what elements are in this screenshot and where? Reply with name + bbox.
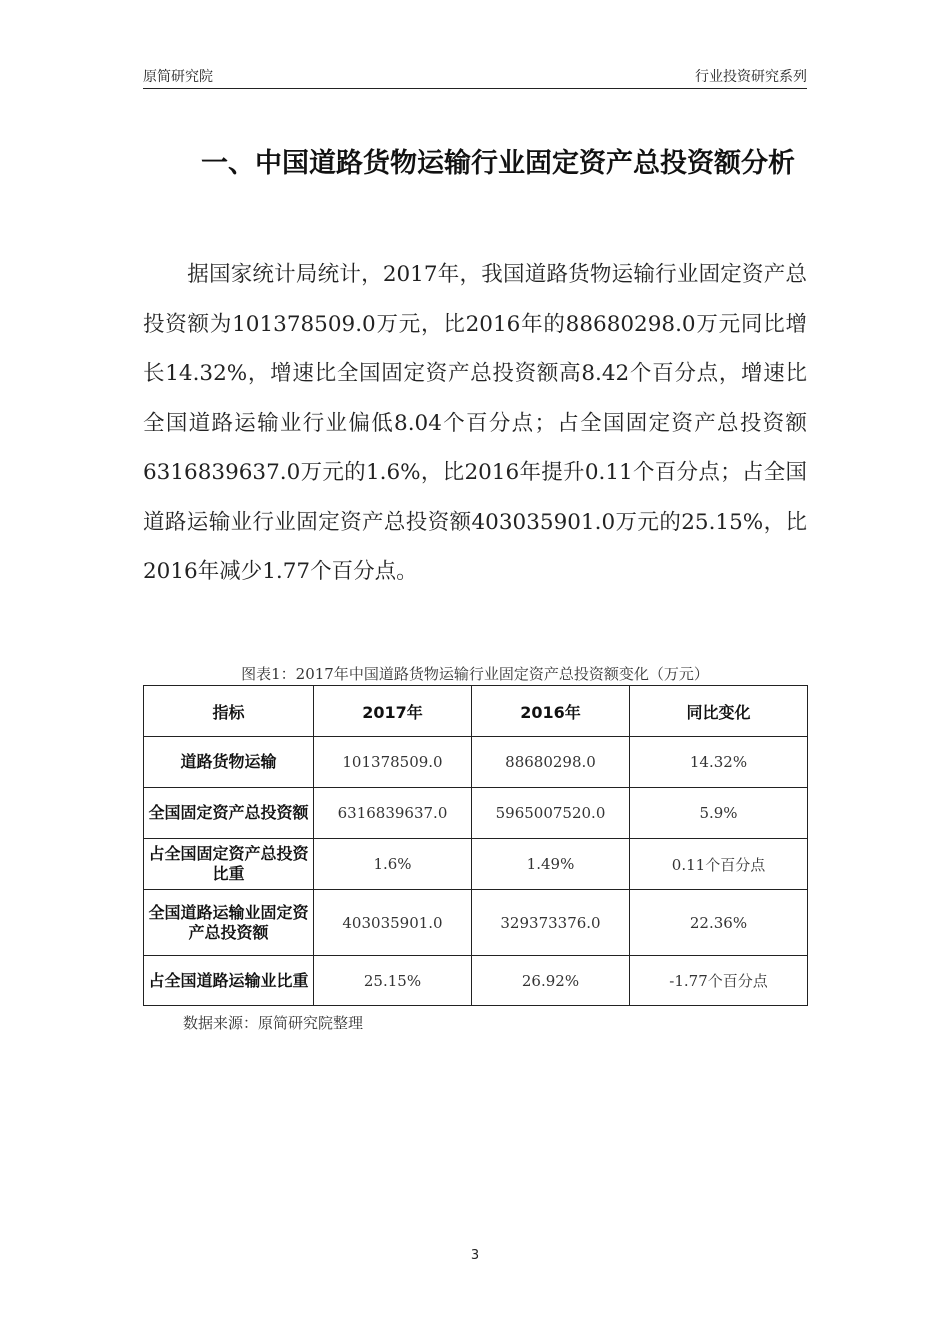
cell-yoy: 14.32% [630, 737, 808, 788]
cell-2017: 403035901.0 [314, 890, 472, 956]
table-row [144, 956, 808, 1006]
cell-yoy: 22.36% [630, 890, 808, 956]
page-number: 3 [470, 1248, 480, 1263]
data-source-note: 数据来源：原简研究院整理 [183, 1014, 364, 1032]
table-row [144, 839, 808, 890]
col-header-2017: 2017年 [314, 686, 472, 737]
header-org-name: 原简研究院 [143, 69, 213, 85]
cell-2016: 329373376.0 [472, 890, 630, 956]
body-paragraph [143, 250, 807, 597]
col-header-2016: 2016年 [472, 686, 630, 737]
cell-2017: 1.6% [314, 839, 472, 890]
row-label: 全国固定资产总投资额 [144, 788, 314, 839]
cell-2017: 25.15% [314, 956, 472, 1006]
table-row [144, 737, 808, 788]
col-header-yoy: 同比变化 [630, 686, 808, 737]
cell-yoy: 5.9% [630, 788, 808, 839]
header-series-name: 行业投资研究系列 [695, 69, 807, 85]
cell-2017: 101378509.0 [314, 737, 472, 788]
page-header [143, 66, 807, 88]
table-caption: 图表1：2017年中国道路货物运输行业固定资产总投资额变化（万元） [241, 665, 709, 683]
data-table [143, 685, 808, 1006]
section-title-text: 一、中国道路货物运输行业固定资产总投资额分析 [201, 148, 795, 179]
cell-2016: 26.92% [472, 956, 630, 1006]
cell-2016: 1.49% [472, 839, 630, 890]
table-row [144, 890, 808, 956]
row-label: 道路货物运输 [144, 737, 314, 788]
table-header-row [144, 686, 808, 737]
section-title [143, 138, 807, 190]
row-label: 占全国道路运输业比重 [144, 956, 314, 1006]
row-label: 占全国固定资产总投资比重 [144, 839, 314, 890]
cell-2016: 5965007520.0 [472, 788, 630, 839]
col-header-indicator: 指标 [144, 686, 314, 737]
cell-2017: 6316839637.0 [314, 788, 472, 839]
header-rule [143, 88, 807, 89]
cell-2016: 88680298.0 [472, 737, 630, 788]
body-paragraph-text: 据国家统计局统计，2017年，我国道路货物运输行业固定资产总投资额为101378509.0万元，比2016年的88680298.0万元同比增长14.32%，增速比全国固定资产总投资额高8.42个百分点，增速比全国道路运输业行业偏低8.04个百分点；占全国固定资产总投资额6316839637.0万元的1.6%，比2016年提升0.11个百分点；占全国道路运输业行业固定资产总投资额403035901.0万元的25.15%，比2016年减少1.77个百分点。 [143, 262, 807, 584]
cell-yoy: 0.11个百分点 [630, 839, 808, 890]
table-row [144, 788, 808, 839]
cell-yoy: -1.77个百分点 [630, 956, 808, 1006]
row-label: 全国道路运输业固定资产总投资额 [144, 890, 314, 956]
